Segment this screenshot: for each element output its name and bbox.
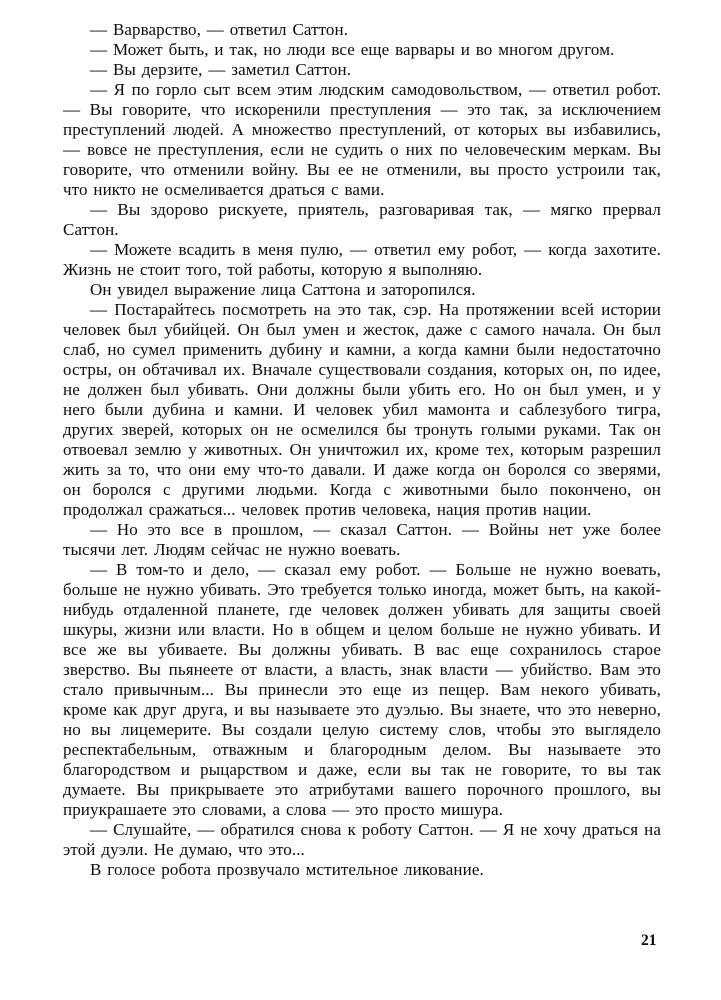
paragraph: Он увидел выражение лица Саттона и заторопился. [90,280,476,299]
paragraph: В голосе робота прозвучало мстительное ликование. [90,860,484,879]
paragraph: — В том-то и дело, — сказал ему робот. — Больше не нужно воевать, больше не нужно убивать. Это требуется только иногда, может быть, на какой-нибудь отдаленной планете, где человек должен убивать для защиты своей шкуры, жизни или власти. Но в общем и целом больше не нужно убивать. И все же вы убиваете. Вы должны убивать. В вас еще сохранилось старое зверство. Вы пьянеете от власти, а власть, знак власти — убийство. Вам это стало привычным... Вы принесли это еще из пещер. Вам некого убивать, кроме как друг друга, и вы называете это дуэлью. Вы знаете, что это неверно, но вы лицемерите. Вы создали целую систему слов, чтобы это выглядело респектабельным, отважным и благородным делом. Вы называете это благородством и рыцарством и даже, если вы так не говорите, то вы так думаете. Вы прикрываете это атрибутами вашего порочного прошлого, вы приукрашаете это словами, а слова — это просто мишура. [63,560,661,819]
paragraph: — Но это все в прошлом, — сказал Саттон. — Войны нет уже более тысячи лет. Людям сейчас не нужно воевать. [63,520,661,559]
paragraph: — Я по горло сыт всем этим людским самодовольством, — ответил робот. — Вы говорите, что искоренили преступления — это так, за исключением преступлений людей. А множество преступлений, от которых вы избавились, — вовсе не преступления, если не судить о них по человеческим меркам. Вы говорите, что отменили войну. Вы ее не отменили, вы просто устроили так, что никто не осмеливается драться с вами. [63,80,661,199]
text-column [63,20,661,880]
page-number: 21 [641,932,657,949]
paragraph: — Вы дерзите, — заметил Саттон. [90,60,352,79]
paragraph: — Вы здорово рискуете, приятель, разговаривая так, — мягко прервал Саттон. [63,200,661,239]
paragraph: — Постарайтесь посмотреть на это так, сэр. На протяжении всей истории человек был убийцей. Он был умен и жесток, даже с самого начала. Он был слаб, но сумел применить дубину и камни, а когда камни были недостаточно остры, он обтачивал их. Вначале существовали создания, которых он, по идее, не должен был убивать. Они должны были убить его. Но он был умен, и у него были дубина и камни. И человек убил мамонта и саблезубого тигра, других зверей, которых он не осмелился бы тронуть голыми руками. Так он отвоевал землю у животных. Он уничтожил их, кроме тех, которым разрешил жить за то, что они ему что-то давали. И даже когда он боролся со зверями, он боролся с другими людьми. Когда с животными было покончено, он продолжал сражаться... человек против человека, нация против нации. [63,300,661,519]
paragraph: — Слушайте, — обратился снова к роботу Саттон. — Я не хочу драться на этой дуэли. Не думаю, что это... [63,820,661,859]
paragraph: — Может быть, и так, но люди все еще варвары и во многом другом. [90,40,615,59]
paragraph: — Можете всадить в меня пулю, — ответил ему робот, — когда захотите. Жизнь не стоит того, той работы, которую я выполняю. [63,240,661,279]
paragraph: — Варварство, — ответил Саттон. [90,20,349,39]
